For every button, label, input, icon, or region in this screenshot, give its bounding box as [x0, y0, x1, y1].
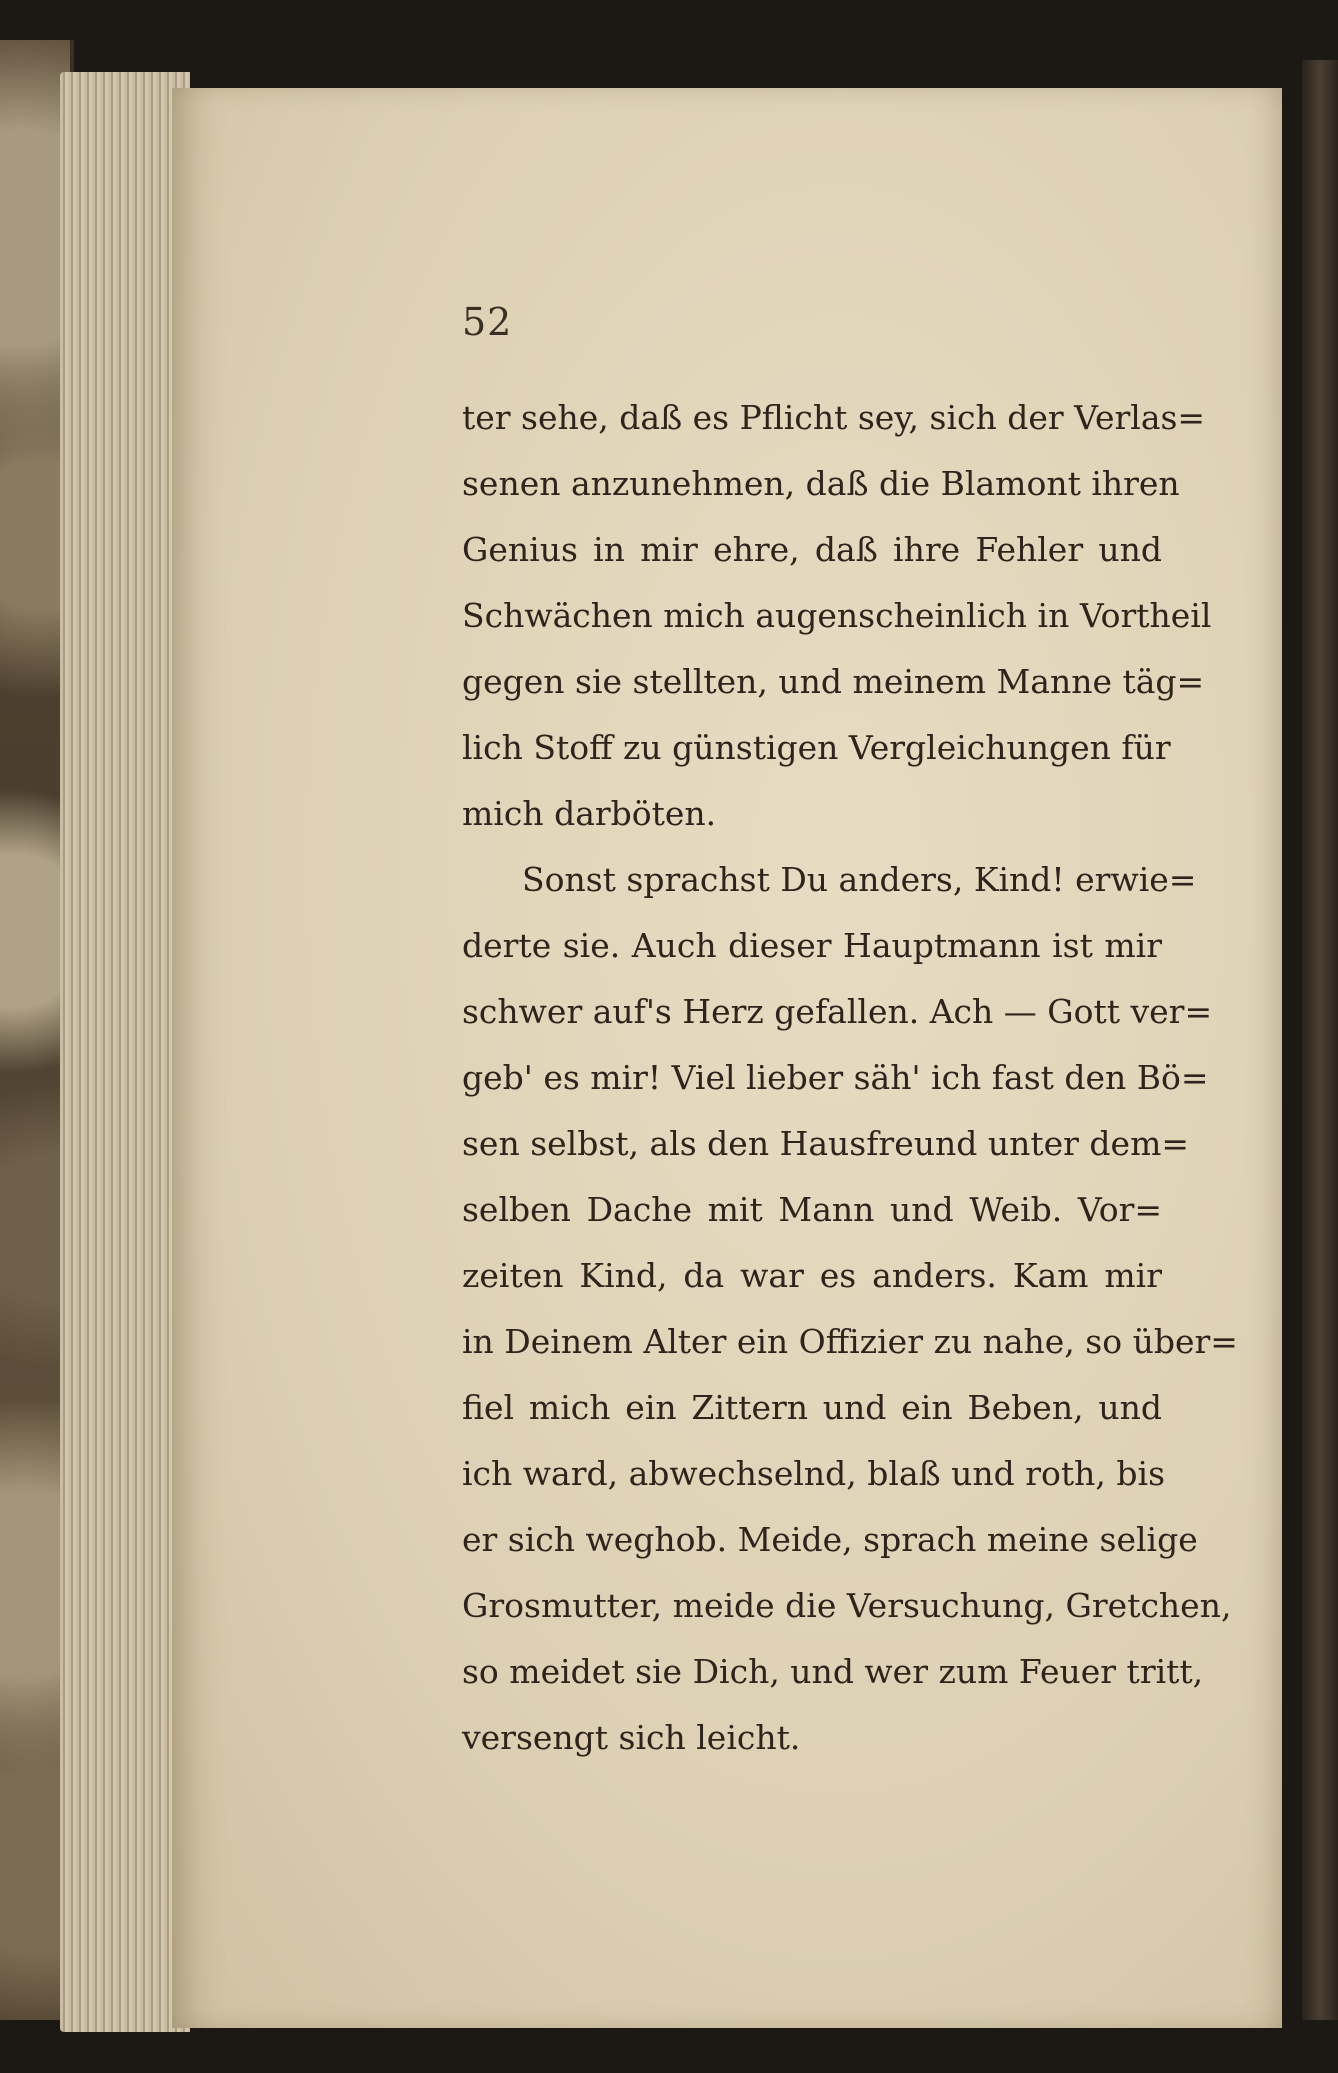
text-line: fiel mich ein Zittern und ein Beben, und — [462, 1388, 1162, 1427]
text-line: Sonst sprachst Du anders, Kind! erwie= — [522, 860, 1197, 899]
text-line: so meidet sie Dich, und wer zum Feuer tritt, — [462, 1652, 1204, 1691]
text-line: ter sehe, daß es Pflicht sey, sich der Verlas= — [462, 398, 1206, 437]
text-line: schwer auf's Herz gefallen. Ach — Gott ver= — [462, 992, 1213, 1031]
text-line: Grosmutter, meide die Versuchung, Gretchen, — [462, 1586, 1232, 1625]
page-text — [462, 385, 1238, 1771]
page-number: 52 — [462, 300, 513, 344]
text-line: gegen sie stellten, und meinem Manne täg= — [462, 662, 1205, 701]
text-line: senen anzunehmen, daß die Blamont ihren — [462, 464, 1180, 503]
text-line: ich ward, abwechselnd, blaß und roth, bis — [462, 1454, 1166, 1493]
text-line: Genius in mir ehre, daß ihre Fehler und — [462, 530, 1162, 569]
text-line: versengt sich leicht. — [462, 1718, 801, 1757]
text-line: sen selbst, als den Hausfreund unter dem= — [462, 1124, 1190, 1163]
text-line: zeiten Kind, da war es anders. Kam mir — [462, 1256, 1162, 1295]
text-line: lich Stoff zu günstigen Vergleichungen für — [462, 728, 1171, 767]
text-line: in Deinem Alter ein Offizier zu nahe, so über= — [462, 1322, 1238, 1361]
text-line: mich darböten. — [462, 794, 717, 833]
text-line: er sich weghob. Meide, sprach meine selige — [462, 1520, 1198, 1559]
text-line: derte sie. Auch dieser Hauptmann ist mir — [462, 926, 1162, 965]
text-line: geb' es mir! Viel lieber säh' ich fast den Bö= — [462, 1058, 1209, 1097]
text-line: selben Dache mit Mann und Weib. Vor= — [462, 1190, 1162, 1229]
text-line: Schwächen mich augenscheinlich in Vortheil — [462, 596, 1212, 635]
page-edges — [60, 72, 190, 2032]
book-cover-right — [1302, 60, 1338, 2020]
